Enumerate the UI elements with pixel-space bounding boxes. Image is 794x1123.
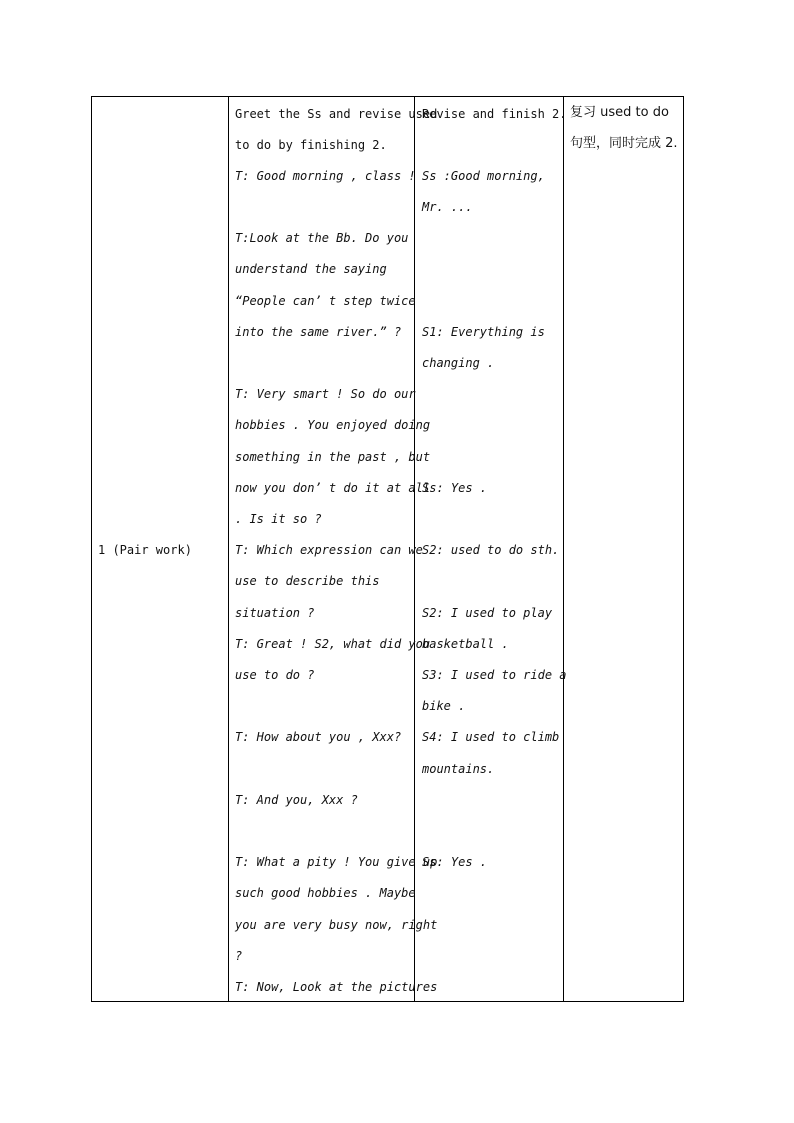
student-line: S3: I used to ride a <box>422 668 567 682</box>
student-line: Ss :Good morning, <box>422 169 545 183</box>
student-line: Ss: Yes . <box>422 855 488 869</box>
teacher-line: T: What a pity ! You give up <box>235 855 438 869</box>
teacher-line: use to describe this <box>235 574 380 588</box>
teacher-line: ? <box>235 949 243 963</box>
lesson-plan-table <box>91 96 684 1002</box>
teacher-line: . Is it so ? <box>235 512 322 526</box>
student-line: mountains. <box>422 762 495 776</box>
stage-cell <box>92 97 229 1002</box>
teacher-line: T: How about you , Xxx? <box>235 730 402 744</box>
teacher-line: hobbies . You enjoyed doing <box>235 418 431 432</box>
teacher-line: now you don’ t do it at all <box>235 481 431 495</box>
teacher-line: use to do ? <box>235 668 315 682</box>
teacher-line: “People can’ t step twice <box>235 294 416 308</box>
teacher-line: T: Now, Look at the pictures <box>235 980 438 994</box>
stage-label: 1 (Pair work) <box>98 543 192 557</box>
teacher-line: to do by finishing 2. <box>235 138 387 152</box>
teacher-line: understand the saying <box>235 262 387 276</box>
teacher-line: you are very busy now, right <box>235 918 438 932</box>
teacher-activity-cell <box>229 97 438 1002</box>
student-line: S2: used to do sth. <box>422 543 560 557</box>
student-line: S1: Everything is <box>422 325 545 339</box>
student-line: basketball . <box>422 637 509 651</box>
teacher-line: T: Great ! S2, what did you <box>235 637 431 651</box>
teacher-line: T: Good morning , class ! <box>235 169 416 183</box>
purpose-line: 句型，同时完成 2. <box>570 136 678 151</box>
teacher-line: into the same river.” ? <box>235 325 402 339</box>
teacher-line: T: And you, Xxx ? <box>235 793 358 807</box>
teacher-line: T:Look at the Bb. Do you <box>235 231 409 245</box>
teacher-line: something in the past , but <box>235 450 431 464</box>
student-line: changing . <box>422 356 495 370</box>
teacher-line: such good hobbies . Maybe <box>235 886 416 900</box>
teacher-line: T: Very smart ! So do our <box>235 387 416 401</box>
purpose-line: 复习 used to do <box>570 105 669 120</box>
purpose-cell <box>564 97 684 1002</box>
student-activity-cell <box>415 97 567 1002</box>
teacher-line: situation ? <box>235 606 315 620</box>
student-line: Ss: Yes . <box>422 481 488 495</box>
student-line: Revise and finish 2. <box>422 107 567 121</box>
teacher-line: Greet the Ss and revise used <box>235 107 438 121</box>
student-line: Mr. ... <box>422 200 473 214</box>
table-row <box>92 97 684 1002</box>
student-line: S4: I used to climb <box>422 730 560 744</box>
teacher-line: T: Which expression can we <box>235 543 423 557</box>
student-line: bike . <box>422 699 466 713</box>
student-line: S2: I used to play <box>422 606 553 620</box>
